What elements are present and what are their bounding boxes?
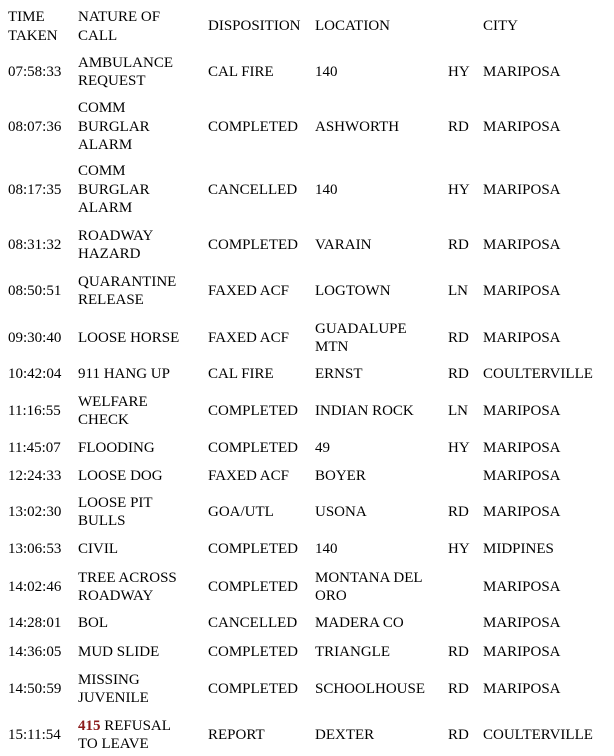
- nature-cell: WELFARE CHECK: [78, 393, 148, 428]
- disposition-cell: FAXED ACF: [208, 467, 289, 484]
- nature-text: REFUSAL TO LEAVE: [78, 717, 171, 752]
- city-cell: COULTERVILLE: [483, 726, 593, 743]
- disposition-cell: FAXED ACF: [208, 282, 289, 299]
- street-suffix-cell: RD: [448, 643, 469, 660]
- city-cell: MARIPOSA: [483, 614, 561, 631]
- city-header: CITY: [483, 18, 518, 35]
- nature-header: NATURE OF CALL: [78, 9, 161, 44]
- street-suffix-cell: HY: [448, 181, 470, 198]
- disposition-cell: FAXED ACF: [208, 329, 289, 346]
- disposition-cell: COMPLETED: [208, 680, 298, 697]
- nature-cell: QUARANTINE RELEASE: [78, 273, 177, 308]
- nature-cell: [78, 717, 171, 754]
- location-cell: GUADALUPE MTN: [315, 320, 407, 355]
- city-cell: MARIPOSA: [483, 236, 561, 253]
- time-cell: 11:45:07: [8, 439, 61, 456]
- city-cell: MIDPINES: [483, 540, 554, 557]
- time-cell: 08:31:32: [8, 236, 62, 253]
- location-cell: 49: [315, 439, 330, 456]
- disposition-cell: CANCELLED: [208, 614, 298, 631]
- street-suffix-cell: RD: [448, 503, 469, 520]
- disposition-cell: COMPLETED: [208, 540, 298, 557]
- city-cell: MARIPOSA: [483, 578, 561, 595]
- time-cell: 12:24:33: [8, 467, 62, 484]
- disposition-cell: COMPLETED: [208, 578, 298, 595]
- penal-code: 415: [78, 717, 101, 734]
- disposition-cell: COMPLETED: [208, 236, 298, 253]
- city-cell: MARIPOSA: [483, 439, 561, 456]
- nature-cell: AMBULANCE REQUEST: [78, 54, 174, 89]
- time-cell: 14:02:46: [8, 578, 62, 595]
- nature-cell: ROADWAY HAZARD: [78, 227, 154, 262]
- location-cell: SCHOOLHOUSE: [315, 680, 426, 697]
- location-cell: INDIAN ROCK: [315, 402, 414, 419]
- location-cell: MADERA CO: [315, 614, 404, 631]
- disposition-cell: COMPLETED: [208, 643, 298, 660]
- city-cell: MARIPOSA: [483, 118, 561, 135]
- street-suffix-cell: RD: [448, 236, 469, 253]
- location-cell: TRIANGLE: [315, 643, 390, 660]
- city-cell: MARIPOSA: [483, 643, 561, 660]
- street-suffix-cell: HY: [448, 540, 470, 557]
- nature-cell: LOOSE PIT BULLS: [78, 494, 153, 529]
- location-cell: MONTANA DEL ORO: [315, 569, 423, 604]
- nature-cell: MISSING JUVENILE: [78, 671, 149, 706]
- disposition-cell: COMPLETED: [208, 439, 298, 456]
- time-cell: 14:50:59: [8, 680, 62, 697]
- disposition-cell: COMPLETED: [208, 118, 298, 135]
- location-cell: BOYER: [315, 467, 366, 484]
- nature-cell: LOOSE HORSE: [78, 329, 180, 346]
- city-cell: MARIPOSA: [483, 402, 561, 419]
- city-cell: MARIPOSA: [483, 467, 561, 484]
- time-cell: 13:06:53: [8, 540, 62, 557]
- disposition-header: DISPOSITION: [208, 18, 301, 35]
- disposition-cell: CAL FIRE: [208, 365, 274, 382]
- street-suffix-cell: RD: [448, 680, 469, 697]
- time-header: TIME TAKEN: [8, 9, 58, 44]
- nature-cell: COMM BURGLAR ALARM: [78, 100, 150, 154]
- disposition-cell: GOA/UTL: [208, 503, 274, 520]
- nature-cell: MUD SLIDE: [78, 643, 160, 660]
- location-cell: 140: [315, 181, 338, 198]
- location-cell: 140: [315, 63, 338, 80]
- nature-cell: TREE ACROSS ROADWAY: [78, 569, 177, 604]
- street-suffix-cell: RD: [448, 726, 469, 743]
- time-cell: 09:30:40: [8, 329, 62, 346]
- city-cell: COULTERVILLE: [483, 365, 593, 382]
- city-cell: MARIPOSA: [483, 181, 561, 198]
- nature-cell: CIVIL: [78, 540, 118, 557]
- location-cell: USONA: [315, 503, 367, 520]
- nature-cell: 911 HANG UP: [78, 365, 170, 382]
- location-cell: LOGTOWN: [315, 282, 391, 299]
- city-cell: MARIPOSA: [483, 282, 561, 299]
- street-suffix-cell: LN: [448, 402, 468, 419]
- nature-cell: COMM BURGLAR ALARM: [78, 163, 150, 217]
- city-cell: MARIPOSA: [483, 503, 561, 520]
- street-suffix-cell: RD: [448, 118, 469, 135]
- location-cell: ASHWORTH: [315, 118, 400, 135]
- street-suffix-cell: RD: [448, 365, 469, 382]
- city-cell: MARIPOSA: [483, 680, 561, 697]
- street-suffix-cell: HY: [448, 439, 470, 456]
- time-cell: 14:28:01: [8, 614, 62, 631]
- location-cell: DEXTER: [315, 726, 375, 743]
- street-suffix-cell: HY: [448, 63, 470, 80]
- time-cell: 08:07:36: [8, 118, 62, 135]
- city-cell: MARIPOSA: [483, 329, 561, 346]
- nature-cell: BOL: [78, 614, 108, 631]
- disposition-cell: COMPLETED: [208, 402, 298, 419]
- time-cell: 14:36:05: [8, 643, 62, 660]
- location-header: LOCATION: [315, 18, 390, 35]
- nature-cell: FLOODING: [78, 439, 155, 456]
- time-cell: 08:50:51: [8, 282, 62, 299]
- disposition-cell: CANCELLED: [208, 181, 298, 198]
- time-cell: 13:02:30: [8, 503, 62, 520]
- disposition-cell: REPORT: [208, 726, 265, 743]
- street-suffix-cell: LN: [448, 282, 468, 299]
- disposition-cell: CAL FIRE: [208, 63, 274, 80]
- time-cell: 15:11:54: [8, 726, 61, 743]
- time-cell: 11:16:55: [8, 402, 61, 419]
- street-suffix-cell: RD: [448, 329, 469, 346]
- city-cell: MARIPOSA: [483, 63, 561, 80]
- location-cell: ERNST: [315, 365, 363, 382]
- location-cell: 140: [315, 540, 338, 557]
- time-cell: 07:58:33: [8, 63, 62, 80]
- time-cell: 08:17:35: [8, 181, 62, 198]
- location-cell: VARAIN: [315, 236, 372, 253]
- nature-cell: LOOSE DOG: [78, 467, 163, 484]
- time-cell: 10:42:04: [8, 365, 62, 382]
